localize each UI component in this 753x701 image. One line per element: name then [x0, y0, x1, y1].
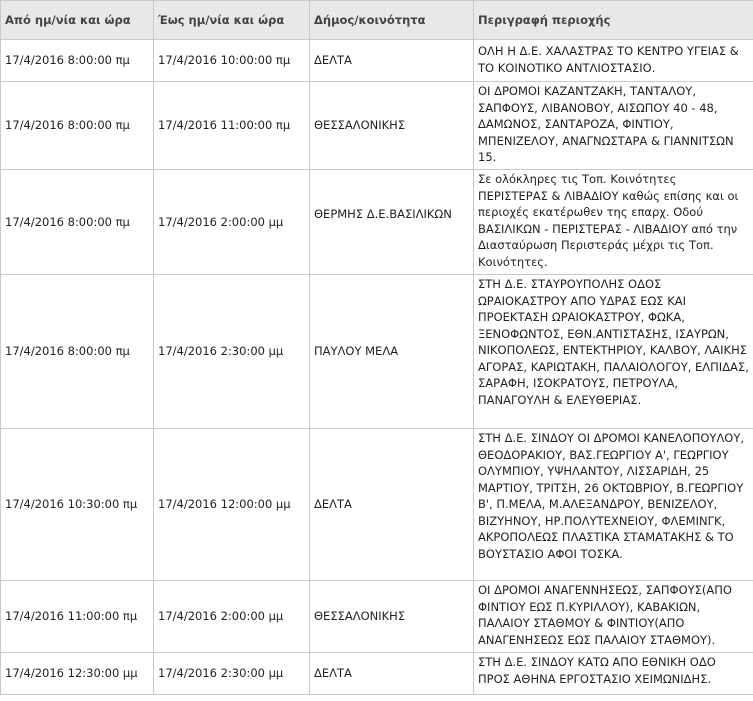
cell-to: 17/4/2016 10:00:00 πμ — [154, 40, 310, 82]
table-row — [1, 40, 753, 82]
cell-municipality: ΘΕΣΣΑΛΟΝΙΚΗΣ — [310, 82, 474, 170]
table-row — [1, 653, 753, 695]
table-row — [1, 275, 753, 429]
cell-from: 17/4/2016 8:00:00 πμ — [1, 82, 154, 170]
cell-to: 17/4/2016 2:00:00 μμ — [154, 170, 310, 275]
table-row — [1, 82, 753, 170]
table-row — [1, 429, 753, 581]
cell-from: 17/4/2016 8:00:00 πμ — [1, 170, 154, 275]
cell-description: Σε ολόκληρες τις Τοπ. Κοινότητες ΠΕΡΙΣΤΕΡΑΣ & ΛΙΒΑΔΙΟΥ καθώς επίσης και οι περιοχές εκατέρωθεν της επαρχ. Οδού ΒΑΣΙΛΙΚΩΝ - ΠΕΡΙΣΤΕΡΑΣ - ΛΙΒΑΔΙΟΥ από την Διασταύρωση Περιστεράς μέχρι τις Τοπ. Κοινότητες. — [474, 170, 753, 275]
cell-description: ΣΤΗ Δ.Ε. ΣΙΝΔΟΥ ΚΑΤΩ ΑΠΟ ΕΘΝΙΚΗ ΟΔΟ ΠΡΟΣ ΑΘΗΝΑ ΕΡΓΟΣΤΑΣΙΟ ΧΕΙΜΩΝΙΔΗΣ. — [474, 653, 753, 695]
cell-municipality: ΘΕΣΣΑΛΟΝΙΚΗΣ — [310, 581, 474, 653]
cell-description: ΣΤΗ Δ.Ε. ΣΙΝΔΟΥ ΟΙ ΔΡΟΜΟΙ ΚΑΝΕΛΟΠΟΥΛΟΥ, ΘΕΟΔΟΡΑΚΙΟΥ, ΒΑΣ.ΓΕΩΡΓΙΟΥ Α', ΓΕΩΡΓΙΟΥ ΟΛΥΜΠΙΟΥ, ΥΨΗΛΑΝΤΟΥ, ΛΙΣΣΑΡΙΔΗ, 25 ΜΑΡΤΙΟΥ, ΤΡΙΤΣΗ, 26 ΟΚΤΩΒΡΙΟΥ, Β.ΓΕΩΡΓΙΟΥ Β', Π.ΜΕΛΑ, Μ.ΑΛΕΞΑΝΔΡΟΥ, ΒΕΝΙΖΕΛΟΥ, ΒΙΖΥΗΝΟΥ, ΗΡ.ΠΟΛΥΤΕΧΝΕΙΟΥ, ΦΛΕΜΙΝΓΚ, ΑΚΡΟΠΟΛΕΩΣ ΠΛΑΣΤΙΚΑ ΣΤΑΜΑΤΑΚΗΣ & ΤΟ ΒΟΥΣΤΑΣΙΟ ΑΦΟΙ ΤΟΣΚΑ. — [474, 429, 753, 581]
cell-municipality: ΘΕΡΜΗΣ Δ.Ε.ΒΑΣΙΛΙΚΩΝ — [310, 170, 474, 275]
header-to: Έως ημ/νία και ώρα — [154, 1, 310, 40]
cell-description: ΣΤΗ Δ.Ε. ΣΤΑΥΡΟΥΠΟΛΗΣ ΟΔΟΣ ΩΡΑΙΟΚΑΣΤΡΟΥ ΑΠΟ ΥΔΡΑΣ ΕΩΣ ΚΑΙ ΠΡΟΕΚΤΑΣΗ ΩΡΑΙΟΚΑΣΤΡΟΥ, ΦΩΚΑ, ΞΕΝΟΦΩΝΤΟΣ, ΕΘΝ.ΑΝΤΙΣΤΑΣΗΣ, ΙΣΑΥΡΩΝ, ΝΙΚΟΠΟΛΕΩΣ, ΕΝΤΕΚΤΗΡΙΟΥ, ΚΑΛΒΟΥ, ΛΑΙΚΗΣ ΑΓΟΡΑΣ, ΚΑΡΙΩΤΑΚΗ, ΠΑΛΑΙΟΛΟΓΟΥ, ΕΛΠΙΔΑΣ, ΣΑΡΑΦΗ, ΙΣΟΚΡΑΤΟΥΣ, ΠΕΤΡΟΥΛΑ, ΠΑΝΑΓΟΥΛΗ & ΕΛΕΥΘΕΡΙΑΣ. — [474, 275, 753, 429]
cell-from: 17/4/2016 8:00:00 πμ — [1, 275, 154, 429]
cell-description: ΟΙ ΔΡΟΜΟΙ ΚΑΖΑΝΤΖΑΚΗ, ΤΑΝΤΑΛΟΥ, ΣΑΠΦΟΥΣ, ΛΙΒΑΝΟΒΟΥ, ΑΙΣΩΠΟΥ 40 - 48, ΔΑΜΩΝΟΣ, ΣΑΝΤΑΡΟΖΑ, ΦΙΝΤΙΟΥ, ΜΠΕΝΙΖΕΛΟΥ, ΑΝΑΓΝΩΣΤΑΡΑ & ΓΙΑΝΝΙΤΣΩΝ 15. — [474, 82, 753, 170]
cell-municipality: ΠΑΥΛΟΥ ΜΕΛΑ — [310, 275, 474, 429]
cell-description: ΟΙ ΔΡΟΜΟΙ ΑΝΑΓΕΝΝΗΣΕΩΣ, ΣΑΠΦΟΥΣ(ΑΠΟ ΦΙΝΤΙΟΥ ΕΩΣ Π.ΚΥΡΙΛΛΟΥ), ΚΑΒΑΚΙΩΝ, ΠΑΛΑΙΟΥ ΣΤΑΘΜΟΥ & ΦΙΝΤΙΟΥ(ΑΠΟ ΑΝΑΓΕΝΗΣΕΩΣ ΕΩΣ ΠΑΛΑΙΟΥ ΣΤΑΘΜΟΥ). — [474, 581, 753, 653]
cell-municipality: ΔΕΛΤΑ — [310, 40, 474, 82]
cell-from: 17/4/2016 10:30:00 πμ — [1, 429, 154, 581]
cell-from: 17/4/2016 11:00:00 πμ — [1, 581, 154, 653]
cell-to: 17/4/2016 2:00:00 μμ — [154, 581, 310, 653]
cell-to: 17/4/2016 12:00:00 μμ — [154, 429, 310, 581]
header-municipality: Δήμος/κοινότητα — [310, 1, 474, 40]
cell-from: 17/4/2016 12:30:00 μμ — [1, 653, 154, 695]
cell-to: 17/4/2016 2:30:00 μμ — [154, 653, 310, 695]
cell-description: ΟΛΗ Η Δ.Ε. ΧΑΛΑΣΤΡΑΣ ΤΟ ΚΕΝΤΡΟ ΥΓΕΙΑΣ & ΤΟ ΚΟΙΝΟΤΙΚΟ ΑΝΤΛΙΟΣΤΑΣΙΟ. — [474, 40, 753, 82]
cell-to: 17/4/2016 2:30:00 μμ — [154, 275, 310, 429]
cell-municipality: ΔΕΛΤΑ — [310, 429, 474, 581]
cell-from: 17/4/2016 8:00:00 πμ — [1, 40, 154, 82]
cell-to: 17/4/2016 11:00:00 πμ — [154, 82, 310, 170]
table-row — [1, 170, 753, 275]
table-body — [1, 40, 753, 695]
cell-municipality: ΔΕΛΤΑ — [310, 653, 474, 695]
header-from: Από ημ/νία και ώρα — [1, 1, 154, 40]
header-description: Περιγραφή περιοχής — [474, 1, 753, 40]
header-row — [1, 1, 753, 40]
table-header — [1, 1, 753, 40]
table-row — [1, 581, 753, 653]
